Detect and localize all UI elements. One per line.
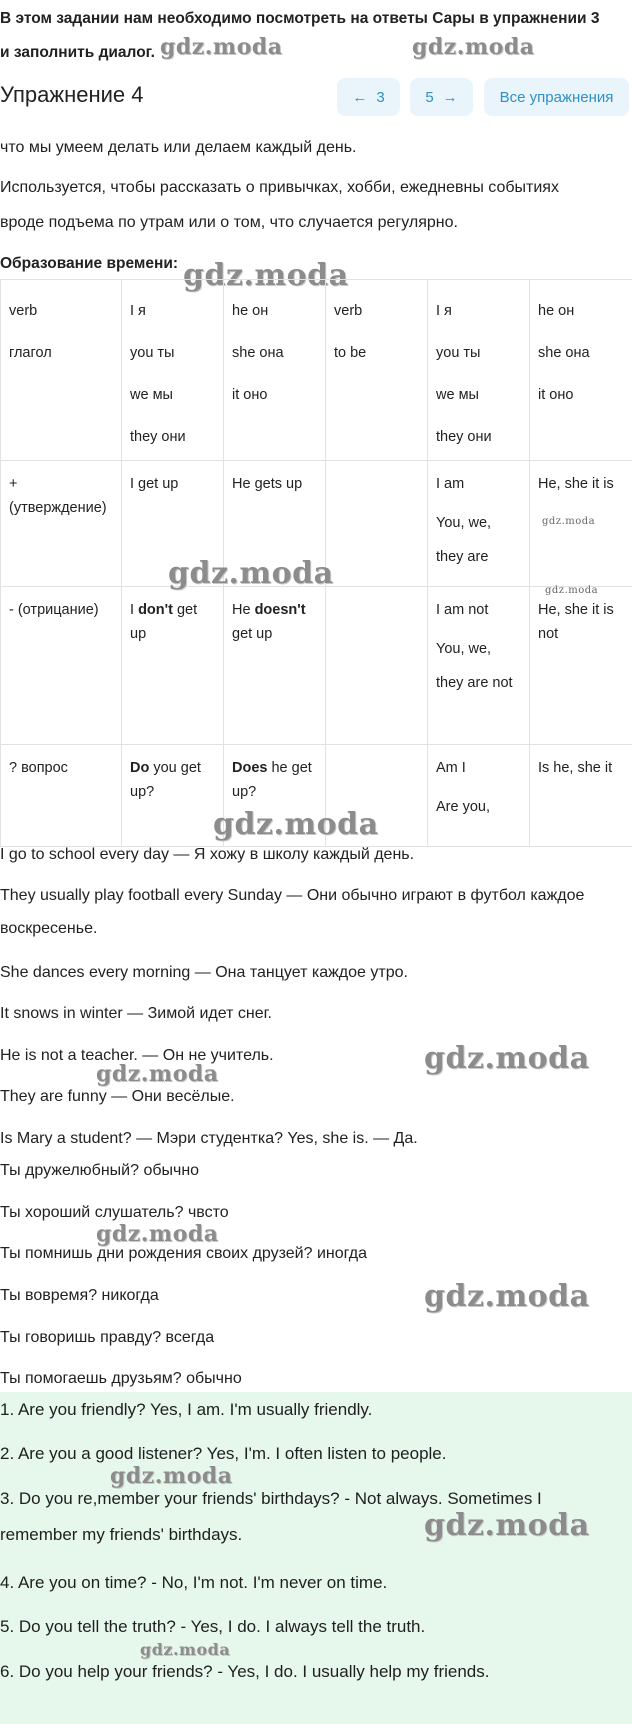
answer-line: remember my friends' birthdays.: [0, 1525, 243, 1544]
table-row: [1, 587, 632, 745]
watermark: gdz.moda: [213, 807, 379, 842]
paragraph: что мы умеем делать или делаем каждый день.: [0, 139, 357, 156]
table-cell: + (утверждение): [1, 461, 122, 587]
watermark: gdz.moda: [96, 1221, 219, 1247]
table-cell: verb to be: [326, 280, 428, 461]
watermark: gdz.moda: [140, 1640, 231, 1659]
watermark: gdz.moda: [168, 556, 334, 591]
example-line: Is Mary a student? — Мэри студентка? Yes, she is. — Да.: [0, 1130, 418, 1147]
table-cell: verb глагол: [1, 280, 122, 461]
answer-line: 1. Are you friendly? Yes, I am. I'm usually friendly.: [0, 1400, 373, 1419]
question-line: Ты дружелюбный? обычно: [0, 1162, 200, 1179]
table-cell: I get up: [122, 461, 224, 587]
formation-heading: Образование времени:: [0, 255, 179, 272]
exercise-title: Упражнение 4: [0, 82, 144, 107]
intro-line-2: и заполнить диалог.: [0, 44, 155, 61]
answer-line: 4. Are you on time? - No, I'm not. I'm never on time.: [0, 1573, 388, 1592]
arrow-right-icon: →: [442, 88, 458, 106]
table-cell: Am I Are you,: [428, 745, 530, 847]
table-cell: he он she она it оно: [224, 280, 326, 461]
answer-line: 2. Are you a good listener? Yes, I'm. I often listen to people.: [0, 1444, 447, 1463]
table-cell: Is he, she it: [530, 745, 632, 847]
table-cell: He doesn't get up: [224, 587, 326, 745]
table-cell: I я you ты we мы they они: [428, 280, 530, 461]
watermark: gdz.moda: [96, 1061, 219, 1087]
watermark: gdz.moda: [542, 516, 596, 527]
example-line: I go to school every day — Я хожу в школу каждый день.: [0, 846, 415, 863]
intro-line-1: В этом задании нам необходимо посмотреть на ответы Сары в упражнении 3: [0, 10, 600, 27]
watermark: gdz.moda: [412, 34, 535, 60]
table-cell: Does he get up?: [224, 745, 326, 847]
question-line: Ты вовремя? никогда: [0, 1287, 159, 1304]
question-line: Ты помогаешь друзьям? обычно: [0, 1370, 242, 1387]
paragraph: вроде подъема по утрам или о том, что случается регулярно.: [0, 214, 458, 231]
answer-line: 6. Do you help your friends? - Yes, I do. I usually help my friends.: [0, 1662, 490, 1681]
table-cell: I am You, we, they are: [428, 461, 530, 587]
arrow-left-icon: ←: [352, 88, 368, 106]
example-line: воскресенье.: [0, 920, 98, 937]
watermark: gdz.moda: [424, 1508, 590, 1543]
all-exercises-button[interactable]: Все упражнения: [484, 78, 629, 116]
table-cell: - (отрицание): [1, 587, 122, 745]
table-cell: [326, 461, 428, 587]
watermark: gdz.moda: [160, 34, 283, 60]
question-line: Ты говоришь правду? всегда: [0, 1329, 215, 1346]
prev-exercise-button[interactable]: ← 3: [337, 78, 400, 116]
table-cell: ? вопрос: [1, 745, 122, 847]
table-cell: he он she она it оно: [530, 280, 632, 461]
watermark: gdz.moda: [183, 258, 349, 293]
answer-line: 5. Do you tell the truth? - Yes, I do. I always tell the truth.: [0, 1617, 426, 1636]
paragraph: Используется, чтобы рассказать о привычках, хобби, ежедневны событиях: [0, 179, 559, 196]
table-cell: He, she it is not: [530, 587, 632, 745]
example-line: It snows in winter — Зимой идет снег.: [0, 1005, 272, 1022]
example-line: They are funny — Они весёлые.: [0, 1088, 235, 1105]
table-row: [1, 280, 632, 461]
watermark: gdz.moda: [424, 1041, 590, 1076]
question-line: Ты хороший слушатель? чвсто: [0, 1204, 229, 1221]
answers-block: [0, 1392, 632, 1724]
table-cell: I я you ты we мы they они: [122, 280, 224, 461]
watermark: gdz.moda: [545, 585, 599, 596]
table-cell: Do you get up?: [122, 745, 224, 847]
table-cell: He, she it is gdz.moda: [530, 461, 632, 587]
example-line: They usually play football every Sunday — Они обычно играют в футбол каждое: [0, 887, 585, 904]
table-cell: I don't get up: [122, 587, 224, 745]
answer-line: 3. Do you re,member your friends' birthdays? - Not always. Sometimes I: [0, 1489, 542, 1508]
table-cell: He gets up: [224, 461, 326, 587]
next-exercise-button[interactable]: 5 →: [410, 78, 473, 116]
table-cell: I am not You, we, they are not: [428, 587, 530, 745]
watermark: gdz.moda: [110, 1463, 233, 1489]
example-line: He is not a teacher. — Он не учитель.: [0, 1047, 274, 1064]
table-cell: [326, 587, 428, 745]
watermark: gdz.moda: [424, 1279, 590, 1314]
example-line: She dances every morning — Она танцует каждое утро.: [0, 964, 408, 981]
question-line: Ты помнишь дни рождения своих друзей? иногда: [0, 1245, 367, 1262]
